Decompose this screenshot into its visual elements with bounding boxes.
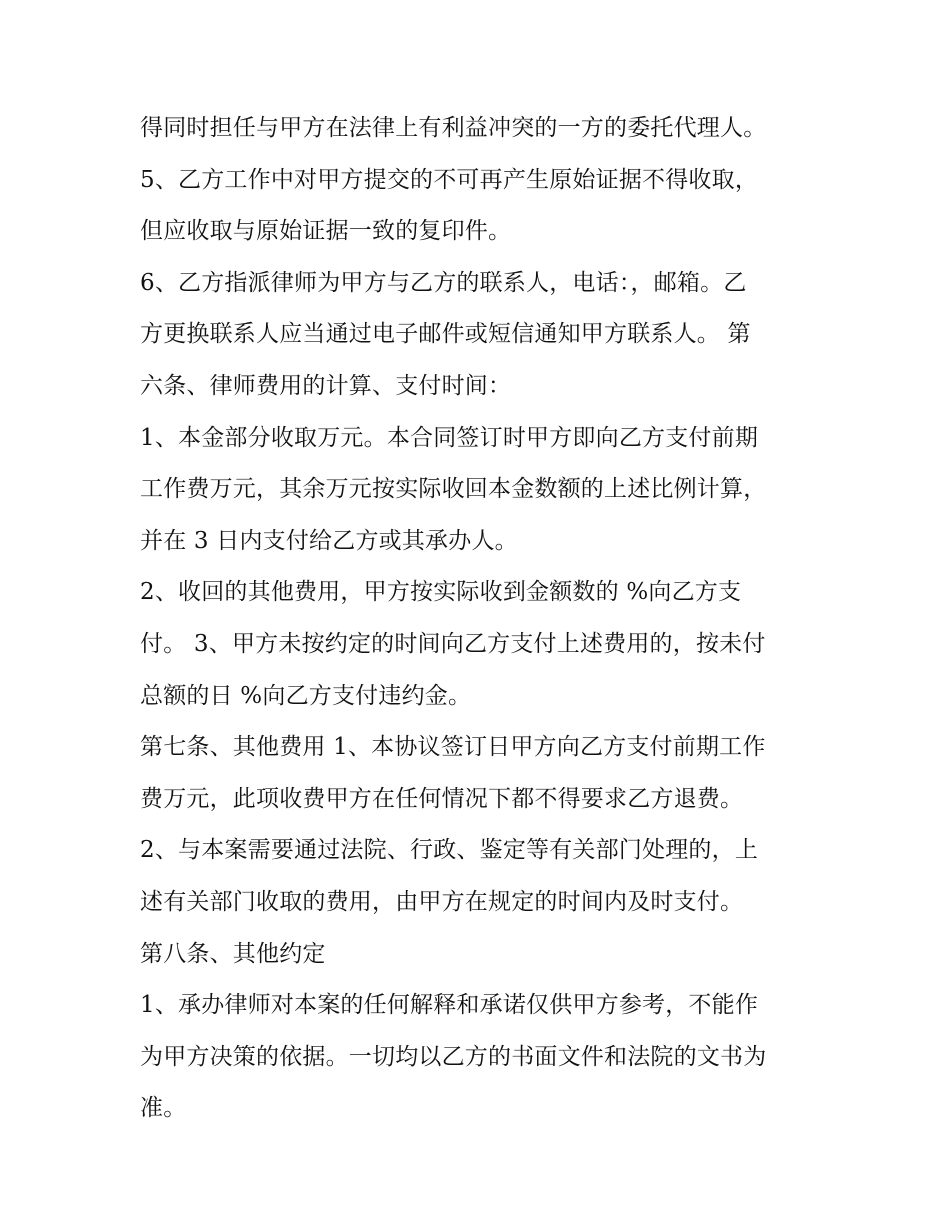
text-line: 6、乙方指派律师为甲方与乙方的联系人，电话：，邮箱。乙 (140, 269, 747, 296)
text-line: 总额的日 %向乙方支付违约金。 (140, 682, 472, 709)
text-line: 1、本金部分收取万元。本合同签订时甲方即向乙方支付前期 (140, 424, 759, 451)
text-line: 2、收回的其他费用，甲方按实际收到金额数的 %向乙方支 (140, 579, 742, 606)
text-line: 第七条、其他费用 1、本协议签订日甲方向乙方支付前期工作 (140, 734, 766, 761)
text-line: 并在 3 日内支付给乙方或其承办人。 (140, 527, 518, 554)
text-line: 为甲方决策的依据。一切均以乙方的书面文件和法院的文书为 (140, 1043, 767, 1070)
text-line: 六条、律师费用的计算、支付时间： (140, 372, 512, 399)
text-line: 工作费万元，其余万元按实际收回本金数额的上述比例计算， (140, 476, 767, 503)
text-line: 5、乙方工作中对甲方提交的不可再产生原始证据不得收取， (140, 166, 759, 193)
text-line: 费万元，此项收费甲方在任何情况下都不得要求乙方退费。 (140, 785, 744, 812)
contract-text-body (140, 103, 830, 1135)
text-line: 方更换联系人应当通过电子邮件或短信通知甲方联系人。 第 (140, 321, 751, 348)
text-line: 1、承办律师对本案的任何解释和承诺仅供甲方参考，不能作 (140, 992, 759, 1019)
text-line: 述有关部门收取的费用，由甲方在规定的时间内及时支付。 (140, 888, 744, 915)
text-line: 但应收取与原始证据一致的复印件。 (140, 218, 512, 245)
text-line: 第八条、其他约定 (140, 940, 326, 967)
text-line: 得同时担任与甲方在法律上有利益冲突的一方的委托代理人。 (140, 115, 767, 141)
text-line: 准。 (140, 1095, 187, 1122)
text-line: 2、与本案需要通过法院、行政、鉴定等有关部门处理的，上 (140, 837, 759, 864)
text-line: 付。 3、甲方未按约定的时间向乙方支付上述费用的，按未付 (140, 630, 766, 657)
